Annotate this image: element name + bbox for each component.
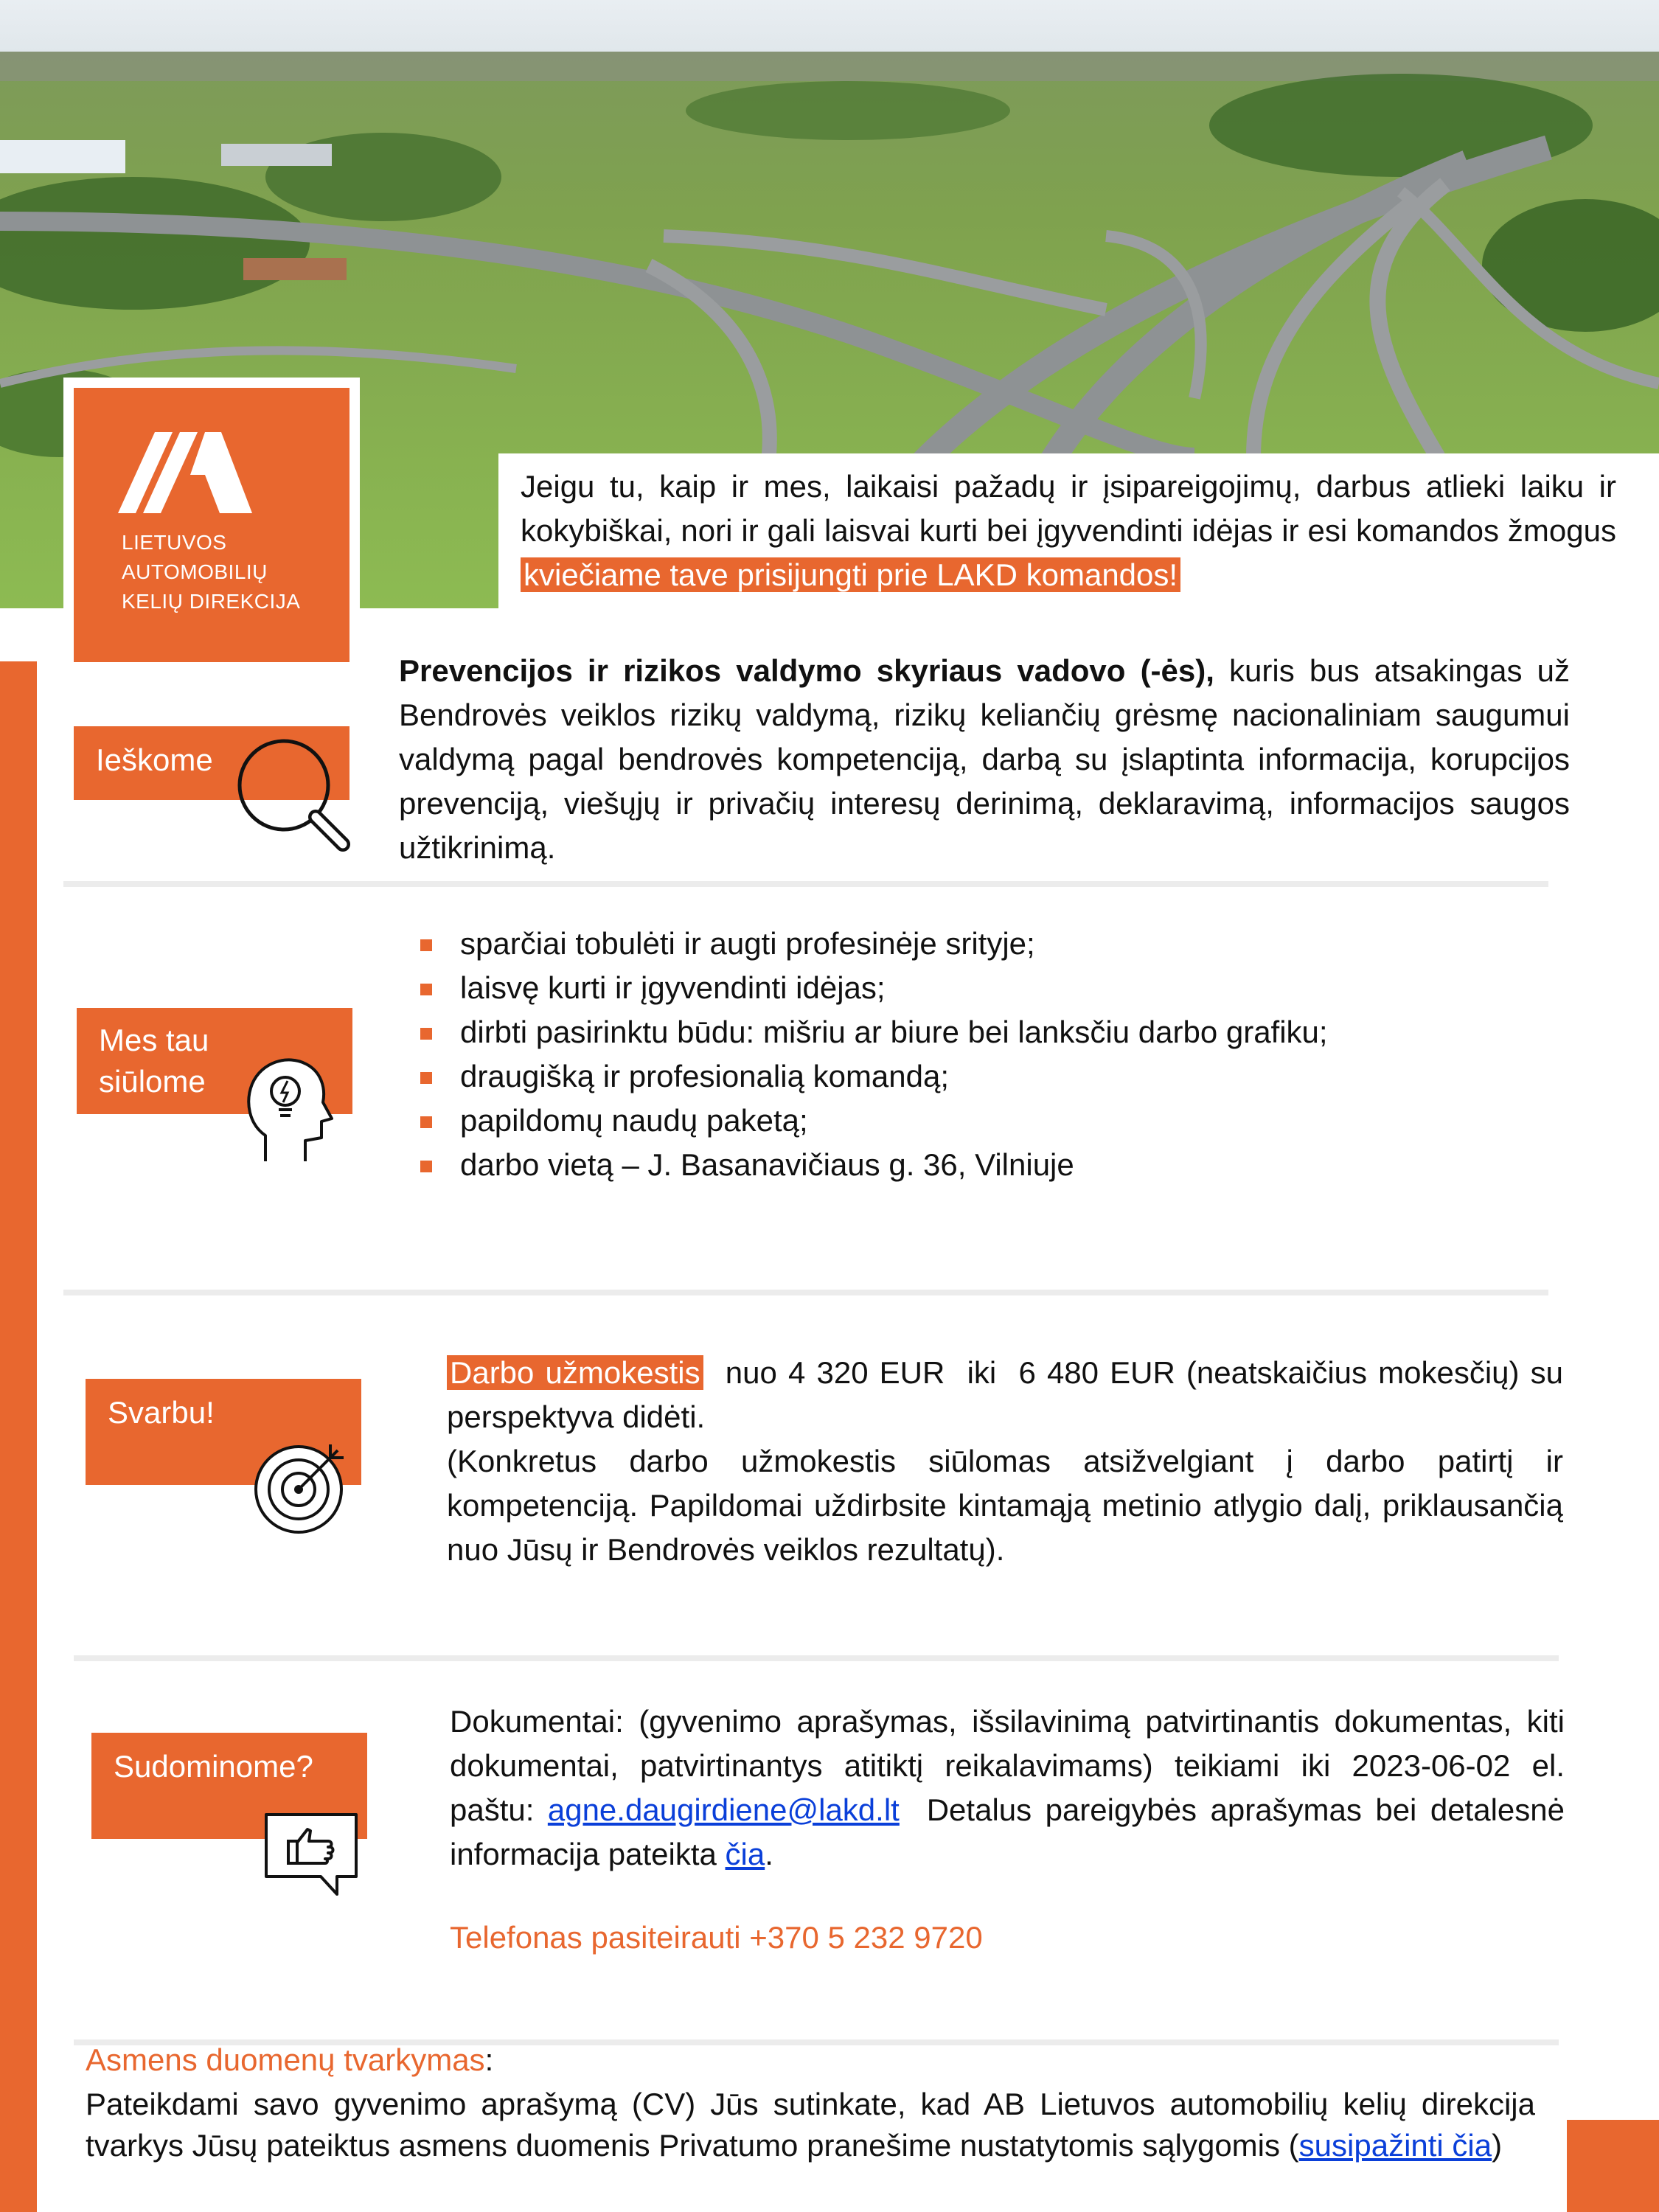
intro-text xyxy=(521,465,1616,597)
details-link[interactable]: čia xyxy=(725,1837,765,1871)
divider-2 xyxy=(63,1290,1548,1295)
label-interested-text: Sudominome? xyxy=(114,1749,313,1784)
details-text: Detalus pareigybės aprašymas bei detalesnė informacija pateikta xyxy=(450,1792,1573,1871)
salary-note: (Konkretus darbo užmokestis siūlomas atsižvelgiant į darbo patirtį ir kompetenciją. Papildomai uždirbsite kintamąją metinio atlygio dalį, priklausančią nuo Jūsų ir Bendrovės veiklos rezultatų). xyxy=(447,1444,1563,1567)
list-item: dirbti pasirinktu būdu: mišriu ar biure bei lanksčiu darbo grafiku; xyxy=(420,1010,1571,1054)
logo-line-3: KELIŲ DIREKCIJA xyxy=(122,590,301,613)
privacy-title-colon: : xyxy=(484,2042,494,2077)
logo-line-1: LIETUVOS xyxy=(122,531,227,554)
email-link[interactable]: agne.daugirdiene@lakd.lt xyxy=(547,1792,900,1827)
right-accent-block xyxy=(1567,2120,1659,2212)
position-description: kuris bus atsakingas už Bendrovės veiklos rizikų valdymą, rizikų keliančių grėsmę nacionaliniam saugumui valdymą pagal bendrovės kompetenciją, darbą su įslaptinta informacija, korupcijos prevenciją, viešųjų ir privačių interesų derinimą, deklaravimą, informacijos saugos užtikrinimą. xyxy=(399,653,1570,865)
privacy-text: Pateikdami savo gyvenimo aprašymą (CV) Jūs sutinkate, kad AB Lietuvos automobilių kelių direkcija tvarkys Jūsų pateiktus asmens duomenis Privatumo pranešime nustatytomis sąlygomis ( xyxy=(86,2087,1535,2163)
phone-info: Telefonas pasiteirauti +370 5 232 9720 xyxy=(450,1920,983,1955)
left-accent-strip xyxy=(0,661,37,2212)
lakd-logo xyxy=(74,388,349,662)
label-offer-line-1: Mes tau xyxy=(99,1023,209,1057)
intro-body: Jeigu tu, kaip ir mes, laikaisi pažadų ir įsipareigojimų, darbus atlieki laiku ir kokybiškai, nori ir gali laisvai kurti bei įgyvendinti idėjas ir esi komandos žmogus xyxy=(521,469,1616,548)
details-end: . xyxy=(765,1837,773,1871)
list-item: darbo vietą – J. Basanavičiaus g. 36, Vilniuje xyxy=(420,1143,1571,1187)
salary-text: nuo 4 320 EUR iki 6 480 EUR (neatskaičius mokesčių) su perspektyva didėti. xyxy=(447,1355,1572,1434)
privacy-link[interactable]: susipažinti čia xyxy=(1298,2128,1492,2163)
list-item: draugišką ir profesionalią komandą; xyxy=(420,1054,1571,1099)
salary-label: Darbo užmokestis xyxy=(447,1355,703,1390)
privacy-title xyxy=(86,2042,493,2078)
divider-3 xyxy=(74,1655,1559,1661)
interested-paragraph xyxy=(450,1700,1573,1877)
lakd-logo-mark-icon xyxy=(118,432,258,517)
logo-text xyxy=(122,528,300,616)
important-paragraph xyxy=(447,1351,1572,1572)
offer-list xyxy=(420,922,1571,1187)
list-item: laisvę kurti ir įgyvendinti idėjas; xyxy=(420,966,1571,1010)
privacy-close: ) xyxy=(1492,2128,1503,2163)
thumbs-up-chat-icon xyxy=(262,1810,361,1899)
target-icon xyxy=(251,1434,350,1534)
divider-1 xyxy=(63,881,1548,887)
privacy-paragraph xyxy=(86,2084,1535,2166)
logo-line-2: AUTOMOBILIŲ xyxy=(122,560,268,583)
position-title: Prevencijos ir rizikos valdymo skyriaus vadovo (-ės), xyxy=(399,653,1214,688)
head-idea-icon xyxy=(243,1051,335,1165)
privacy-title-text: Asmens duomenų tvarkymas xyxy=(86,2042,485,2077)
list-item: sparčiai tobulėti ir augti profesinėje srityje; xyxy=(420,922,1571,966)
label-seeking-text: Ieškome xyxy=(96,742,213,777)
intro-highlight: kviečiame tave prisijungti prie LAKD komandos! xyxy=(521,557,1180,592)
label-offer-line-2: siūlome xyxy=(99,1064,206,1099)
magnifier-icon xyxy=(232,734,350,855)
documents-text: Dokumentai: (gyvenimo aprašymas, išsilavinimą patvirtinantis dokumentas, kiti dokumentai, patvirtinantys atitiktį reikalavimams) teikiami iki 2023-06-02 el. paštu: xyxy=(450,1704,1565,1827)
list-item: papildomų naudų paketą; xyxy=(420,1099,1571,1143)
seeking-paragraph xyxy=(399,649,1570,870)
label-important-text: Svarbu! xyxy=(108,1395,215,1430)
